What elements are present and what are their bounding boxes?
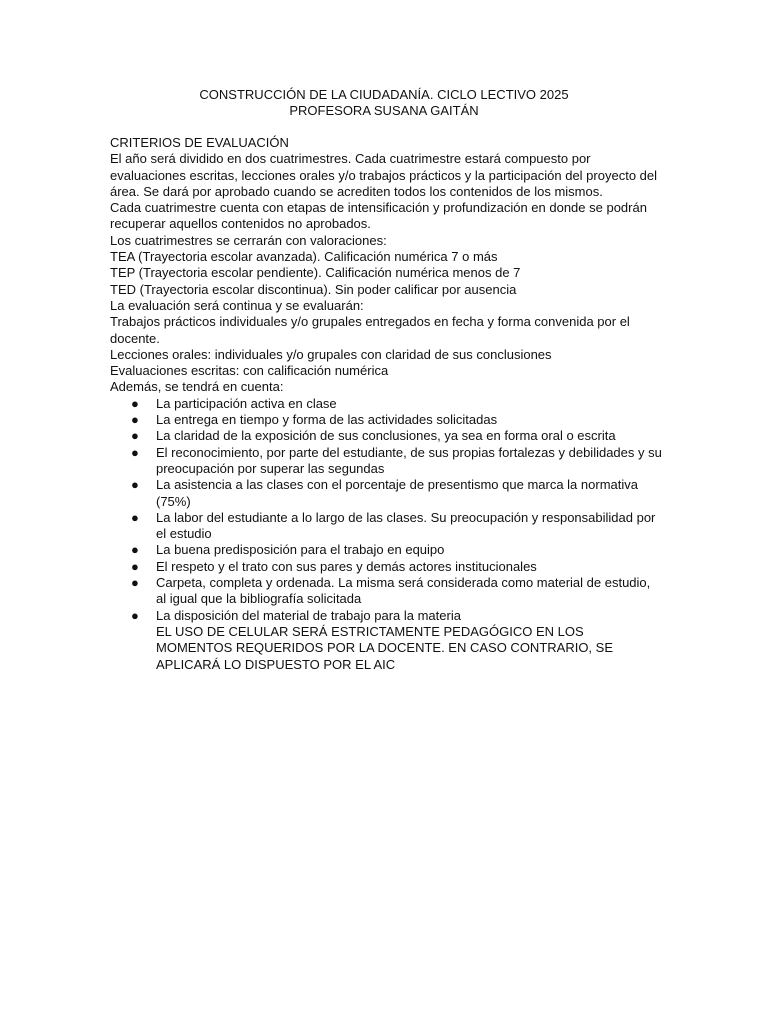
list-item-text: La participación activa en clase [156,395,337,411]
document-body [110,135,662,673]
list-item-text: La buena predisposición para el trabajo en equipo [156,542,445,558]
paragraph-tep: TEP (Trayectoria escolar pendiente). Calificación numérica menos de 7 [110,265,521,281]
document-title: CONSTRUCCIÓN DE LA CIUDADANÍA. CICLO LECTIVO 2025 [199,87,569,102]
list-item-text: La claridad de la exposición de sus conclusiones, ya sea en forma oral o escrita [156,428,616,444]
list-item [110,559,662,575]
list-item [110,445,662,478]
list-item-text: La disposición del material de trabajo para la materia [156,607,461,623]
list-item [110,428,662,444]
bullet-icon: ● [131,509,139,525]
bullet-icon: ● [131,395,139,411]
paragraph-evaluaciones-escritas: Evaluaciones escritas: con calificación numérica [110,363,389,379]
paragraph-ted: TED (Trayectoria escolar discontinua). Sin poder calificar por ausencia [110,281,517,297]
cellphone-notice: EL USO DE CELULAR SERÁ ESTRICTAMENTE PEDAGÓGICO EN LOS MOMENTOS REQUERIDOS POR LA DOCENTE. EN CASO CONTRARIO, SE APLICARÁ LO DISPUESTO POR EL AIC [156,623,613,672]
list-item-text: Carpeta, completa y ordenada. La misma será considerada como material de estudio, al igual que la bibliografía solicitada [156,575,651,607]
list-item-text: La labor del estudiante a lo largo de las clases. Su preocupación y responsabilidad por el estudio [156,509,656,542]
bullet-icon: ● [131,412,139,428]
teacher-name: PROFESORA SUSANA GAITÁN [289,103,479,119]
list-item [110,608,662,624]
bullet-icon: ● [131,477,139,493]
paragraph-cuatrimestres: El año será dividido en dos cuatrimestres. Cada cuatrimestre estará compuesto por evaluaciones escritas, lecciones orales y/o trabajos prácticos y la participación del proyecto del área. Se dará por aprobado cuando se acrediten todos los contenidos de los mismos. [110,151,658,199]
bullet-icon: ● [131,558,139,574]
document-header [0,87,768,120]
list-item [110,412,662,428]
list-item-text: El reconocimiento, por parte del estudiante, de sus propias fortalezas y debilidades y su preocupación por superar las segundas [156,444,662,476]
list-item [110,477,662,510]
paragraph-ademas: Además, se tendrá en cuenta: [110,379,284,395]
list-item [110,510,662,543]
bullet-icon: ● [131,542,139,558]
paragraph-intensificacion: Cada cuatrimestre cuenta con etapas de intensificación y profundización en donde se podrán recuperar aquellos contenidos no aprobados. [110,200,647,232]
paragraph-tea: TEA (Trayectoria escolar avanzada). Calificación numérica 7 o más [110,249,498,265]
paragraph-lecciones-orales: Lecciones orales: individuales y/o grupales con claridad de sus conclusiones [110,346,552,362]
bullet-icon: ● [131,607,139,623]
list-item [110,542,662,558]
paragraph-trabajos-practicos: Trabajos prácticos individuales y/o grupales entregados en fecha y forma convenida por el docente. [110,314,630,346]
list-item [110,575,662,608]
list-item-text: La asistencia a las clases con el porcentaje de presentismo que marca la normativa (75%) [156,477,638,509]
section-title: CRITERIOS DE EVALUACIÓN [110,135,289,150]
list-item [110,396,662,412]
list-item-text: La entrega en tiempo y forma de las actividades solicitadas [156,412,498,428]
list-item-text: El respeto y el trato con sus pares y demás actores institucionales [156,558,537,574]
bullet-icon: ● [131,575,139,591]
paragraph-evaluacion-continua: La evaluación será continua y se evaluarán: [110,297,364,313]
criteria-list [110,396,662,624]
paragraph-valoraciones: Los cuatrimestres se cerrarán con valoraciones: [110,232,387,248]
bullet-icon: ● [131,428,139,444]
bullet-icon: ● [131,444,139,460]
